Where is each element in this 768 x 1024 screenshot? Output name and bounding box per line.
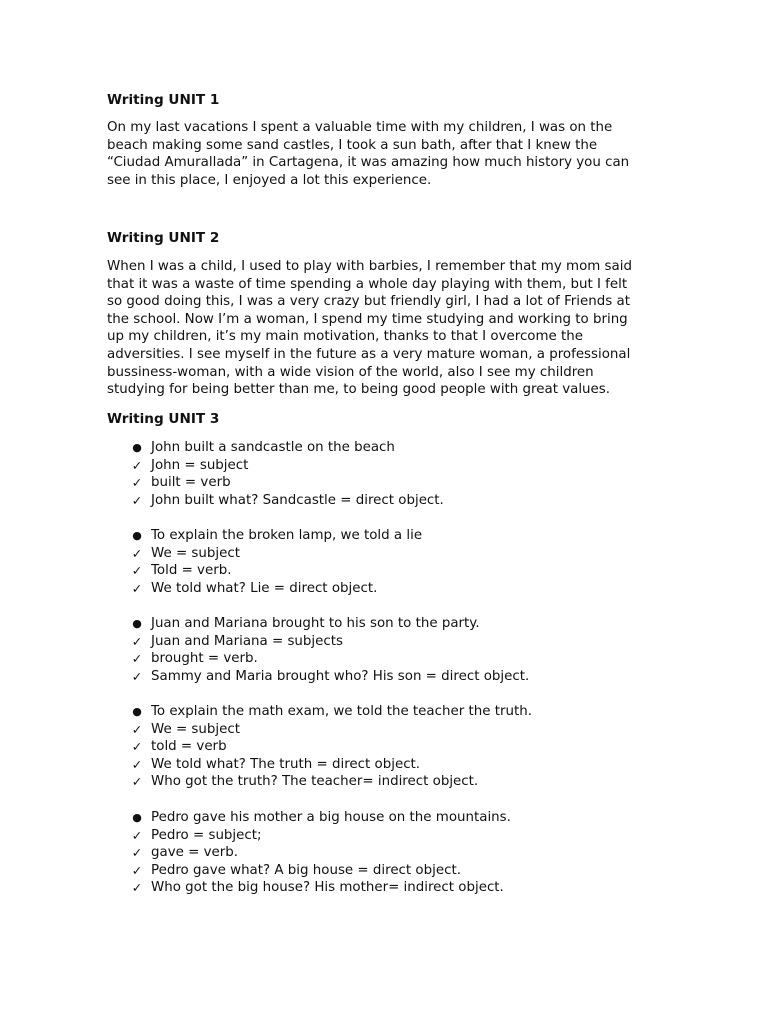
unit-3-heading: Writing UNIT 3 bbox=[107, 411, 220, 427]
sentence-item bbox=[130, 703, 532, 721]
paragraph-line: so good doing this, I was a very crazy but friendly girl, I had a lot of Friends at bbox=[107, 294, 630, 310]
analysis-item bbox=[130, 756, 532, 774]
analysis-item bbox=[130, 844, 511, 862]
paragraph-line: see in this place, I enjoyed a lot this experience. bbox=[107, 172, 432, 188]
analysis-text: Juan and Mariana = subjects bbox=[151, 633, 343, 649]
analysis-text: We = subject bbox=[151, 545, 240, 561]
checkmark-icon: ✓ bbox=[131, 827, 143, 843]
unit-2-paragraph bbox=[107, 258, 667, 399]
analysis-item bbox=[130, 474, 444, 492]
analysis-item bbox=[130, 738, 532, 756]
unit-2-heading: Writing UNIT 2 bbox=[107, 230, 220, 246]
analysis-item bbox=[130, 773, 532, 791]
paragraph-line: studying for being better than me, to being good people with great values. bbox=[107, 382, 611, 398]
bullet-icon: ● bbox=[132, 705, 142, 718]
analysis-text: We told what? Lie = direct object. bbox=[151, 580, 378, 596]
checkmark-icon: ✓ bbox=[131, 545, 143, 561]
analysis-item bbox=[130, 633, 529, 651]
analysis-text: Pedro = subject; bbox=[151, 827, 262, 843]
sentence-text: To explain the math exam, we told the teacher the truth. bbox=[151, 704, 532, 719]
analysis-text: Told = verb. bbox=[151, 563, 232, 579]
checkmark-icon: ✓ bbox=[131, 862, 143, 878]
bullet-icon: ● bbox=[132, 529, 142, 542]
analysis-item bbox=[130, 668, 529, 686]
analysis-item bbox=[130, 827, 511, 845]
sentence-text: Pedro gave his mother a big house on the mountains. bbox=[151, 810, 511, 825]
sentence-text: Juan and Mariana brought to his son to the party. bbox=[151, 616, 480, 631]
checkmark-icon: ✓ bbox=[131, 774, 143, 790]
paragraph-line: “Ciudad Amurallada” in Cartagena, it was amazing how much history you can bbox=[107, 155, 630, 171]
paragraph-line: On my last vacations I spent a valuable time with my children, I was on the bbox=[107, 120, 613, 135]
analysis-text: Pedro gave what? A big house = direct object. bbox=[151, 862, 461, 878]
checkmark-icon: ✓ bbox=[131, 739, 143, 755]
analysis-text: Sammy and Maria brought who? His son = direct object. bbox=[151, 668, 530, 684]
analysis-text: brought = verb. bbox=[151, 651, 258, 667]
analysis-text: We told what? The truth = direct object. bbox=[151, 756, 421, 772]
analysis-item bbox=[130, 862, 511, 880]
analysis-text: John built what? Sandcastle = direct object. bbox=[151, 492, 444, 508]
sentence-group-5 bbox=[130, 809, 511, 897]
checkmark-icon: ✓ bbox=[131, 880, 143, 896]
paragraph-line: When I was a child, I used to play with barbies, I remember that my mom said bbox=[107, 259, 632, 274]
sentence-item bbox=[130, 527, 422, 545]
sentence-text: John built a sandcastle on the beach bbox=[151, 440, 395, 455]
analysis-item bbox=[130, 562, 422, 580]
analysis-item bbox=[130, 650, 529, 668]
analysis-text: Who got the truth? The teacher= indirect object. bbox=[151, 774, 479, 790]
analysis-item bbox=[130, 879, 511, 897]
checkmark-icon: ✓ bbox=[131, 563, 143, 579]
sentence-text: To explain the broken lamp, we told a lie bbox=[151, 528, 423, 543]
checkmark-icon: ✓ bbox=[131, 845, 143, 861]
sentence-group-1 bbox=[130, 439, 444, 509]
bullet-icon: ● bbox=[132, 811, 142, 824]
sentence-item bbox=[130, 439, 444, 457]
unit-1-paragraph bbox=[107, 119, 667, 189]
checkmark-icon: ✓ bbox=[131, 492, 143, 508]
analysis-text: John = subject bbox=[151, 457, 249, 473]
checkmark-icon: ✓ bbox=[131, 668, 143, 684]
paragraph-line: that it was a waste of time spending a whole day playing with them, but I felt bbox=[107, 276, 628, 292]
analysis-text: told = verb bbox=[151, 739, 227, 755]
sentence-item bbox=[130, 615, 529, 633]
checkmark-icon: ✓ bbox=[131, 756, 143, 772]
paragraph-line: up my children, it’s my main motivation, thanks to that I overcome the bbox=[107, 329, 584, 345]
analysis-text: gave = verb. bbox=[151, 845, 239, 861]
analysis-item bbox=[130, 492, 444, 510]
paragraph-line: the school. Now I’m a woman, I spend my time studying and working to bring bbox=[107, 311, 628, 327]
analysis-text: built = verb bbox=[151, 475, 231, 491]
checkmark-icon: ✓ bbox=[131, 475, 143, 491]
paragraph-line: bussiness-woman, with a wide vision of the world, also I see my children bbox=[107, 364, 594, 380]
paragraph-line: adversities. I see myself in the future as a very mature woman, a professional bbox=[107, 346, 631, 362]
analysis-text: We = subject bbox=[151, 721, 240, 737]
sentence-group-3 bbox=[130, 615, 529, 685]
sentence-item bbox=[130, 809, 511, 827]
analysis-text: Who got the big house? His mother= indirect object. bbox=[151, 880, 504, 896]
analysis-item bbox=[130, 580, 422, 598]
bullet-icon: ● bbox=[132, 441, 142, 454]
analysis-item bbox=[130, 457, 444, 475]
checkmark-icon: ✓ bbox=[131, 457, 143, 473]
paragraph-line: beach making some sand castles, I took a sun bath, after that I knew the bbox=[107, 137, 598, 153]
checkmark-icon: ✓ bbox=[131, 580, 143, 596]
analysis-item bbox=[130, 545, 422, 563]
sentence-group-4 bbox=[130, 703, 532, 791]
sentence-group-2 bbox=[130, 527, 422, 597]
checkmark-icon: ✓ bbox=[131, 633, 143, 649]
checkmark-icon: ✓ bbox=[131, 721, 143, 737]
analysis-item bbox=[130, 721, 532, 739]
unit-1-heading: Writing UNIT 1 bbox=[107, 92, 220, 108]
checkmark-icon: ✓ bbox=[131, 651, 143, 667]
bullet-icon: ● bbox=[132, 617, 142, 630]
